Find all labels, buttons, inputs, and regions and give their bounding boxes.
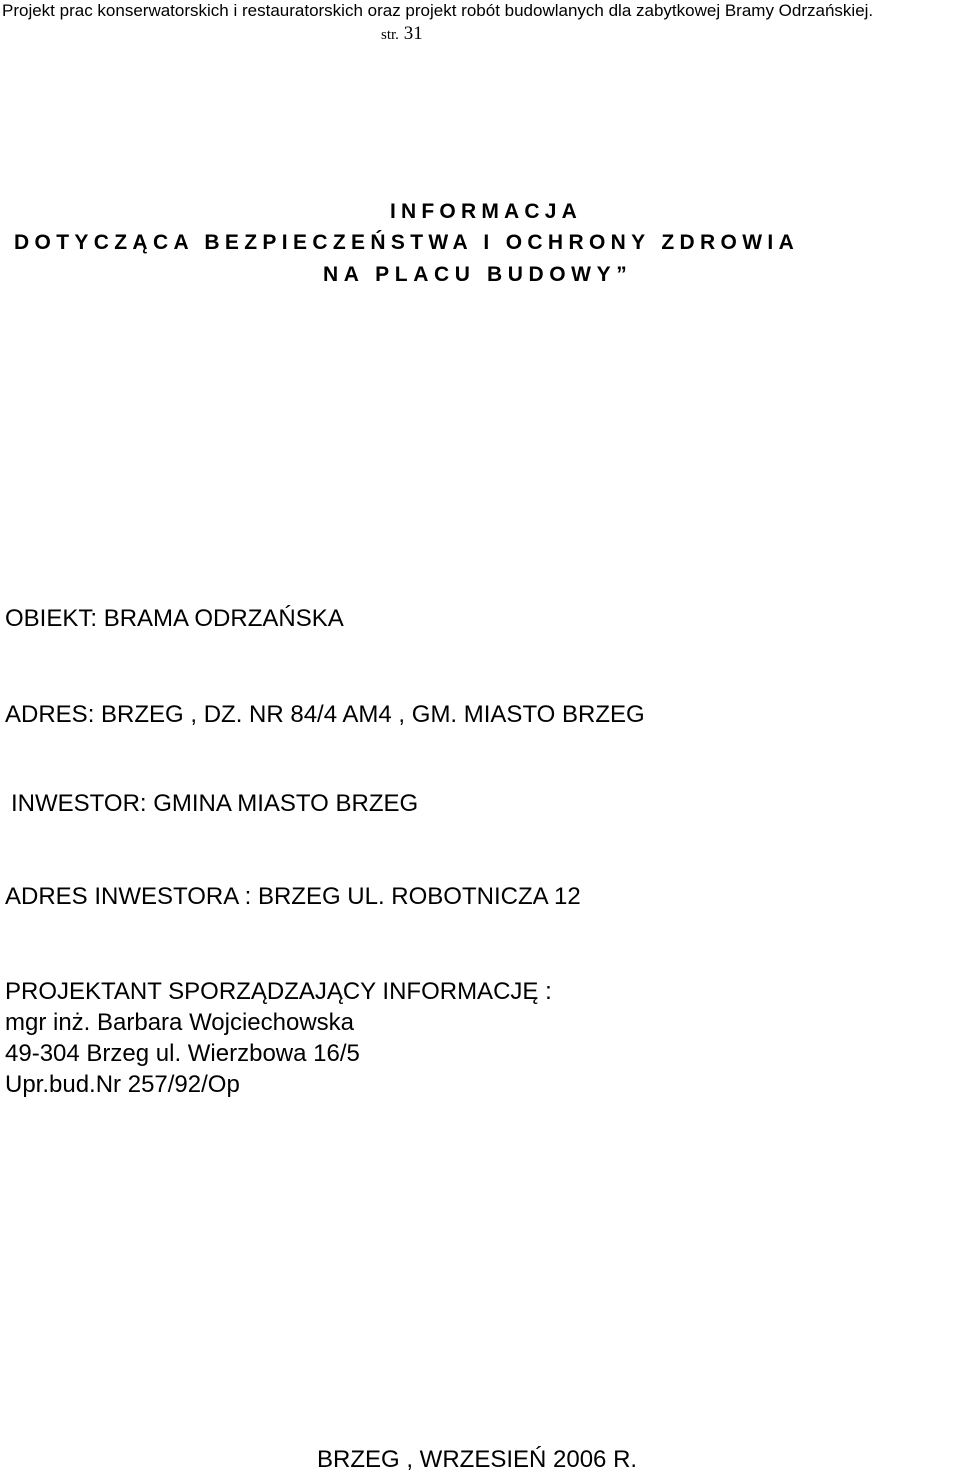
designer-address: 49-304 Brzeg ul. Wierzbowa 16/5 bbox=[5, 1040, 360, 1067]
designer-license: Upr.bud.Nr 257/92/Op bbox=[5, 1071, 240, 1098]
object-field: OBIEKT: BRAMA ODRZAŃSKA bbox=[5, 605, 344, 632]
document-header: Projekt prac konserwatorskich i restauratorskich oraz projekt robót budowlanych dla zabytkowej Bramy Odrzańskiej. bbox=[2, 1, 874, 20]
place-date-footer: BRZEG , WRZESIEŃ 2006 R. bbox=[317, 1446, 638, 1473]
title-line-1: INFORMACJA bbox=[390, 200, 582, 223]
title-line-3: NA PLACU BUDOWY” bbox=[323, 263, 633, 286]
page-label: str. bbox=[381, 27, 399, 43]
designer-name: mgr inż. Barbara Wojciechowska bbox=[5, 1009, 355, 1036]
title-line-2: DOTYCZĄCA BEZPIECZEŃSTWA I OCHRONY ZDROWIA bbox=[14, 231, 800, 254]
designer-label: PROJEKTANT SPORZĄDZAJĄCY INFORMACJĘ : bbox=[5, 978, 552, 1005]
page-number-value: 31 bbox=[403, 23, 423, 44]
investor-address-field: ADRES INWESTORA : BRZEG UL. ROBOTNICZA 12 bbox=[5, 883, 581, 910]
address-field: ADRES: BRZEG , DZ. NR 84/4 AM4 , GM. MIASTO BRZEG bbox=[5, 701, 645, 728]
page-number bbox=[381, 23, 423, 46]
investor-field: INWESTOR: GMINA MIASTO BRZEG bbox=[11, 790, 419, 817]
